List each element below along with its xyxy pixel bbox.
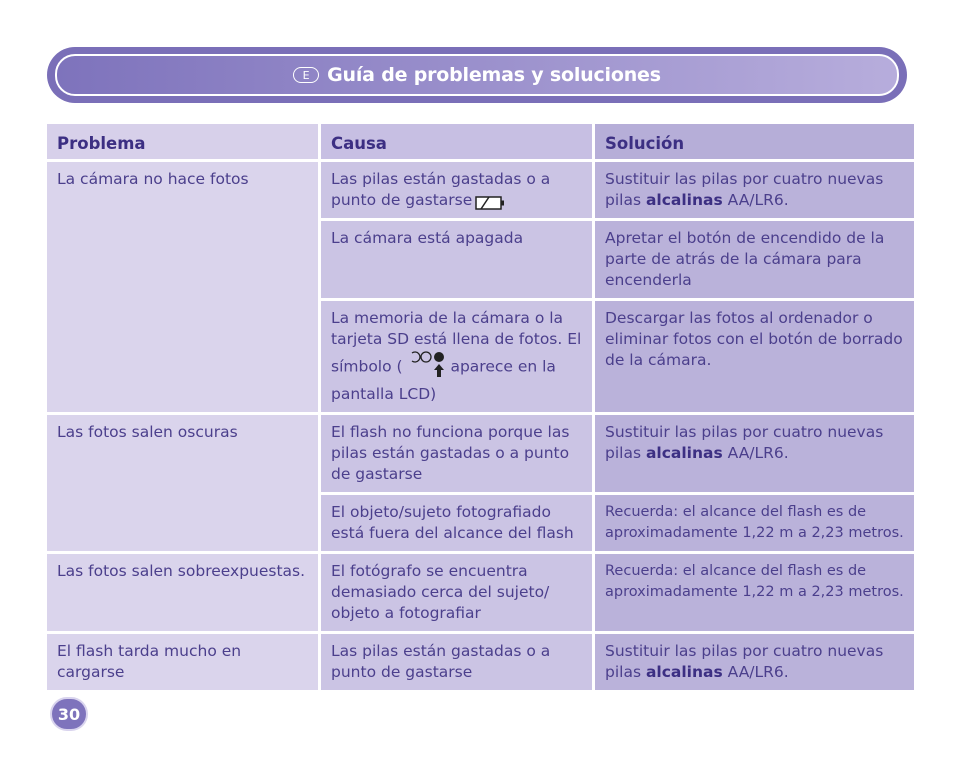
- solution-cell: Recuerda: el alcance del flash es de aproximadamente 1,22 m a 2,23 metros.: [595, 554, 914, 631]
- problem-cell: La cámara no hace fotos: [47, 162, 318, 412]
- problem-cell: Las fotos salen oscuras: [47, 415, 318, 551]
- cause-cell: [321, 301, 592, 412]
- table-header-row: [47, 124, 914, 159]
- solution-bold: alcalinas: [645, 663, 723, 681]
- solution-text: AA/LR6.: [722, 191, 789, 209]
- solution-text: Sustituir las pilas por cuatro nuevas pilas: [605, 170, 884, 209]
- solution-cell: Apretar el botón de encendido de la parte de atrás de la cámara para encenderla: [595, 221, 914, 298]
- solution-text: Sustituir las pilas por cuatro nuevas pilas: [605, 423, 884, 462]
- solution-cell: [595, 634, 914, 690]
- solution-cell: [595, 162, 914, 218]
- cause-text: La memoria de la cámara o la tarjeta SD está llena de fotos. El símbolo (: [331, 309, 582, 376]
- table-row: [47, 415, 914, 492]
- page-title: Guía de problemas y soluciones: [327, 64, 661, 86]
- header-problema: Problema: [47, 124, 318, 159]
- problem-cell: Las fotos salen sobreexpuestas.: [47, 554, 318, 631]
- cause-text: Las pilas están gastadas o a punto de gastarse: [331, 170, 551, 209]
- cause-cell: La cámara está apagada: [321, 221, 592, 298]
- solution-cell: [595, 415, 914, 492]
- cause-text: aparece en la pantalla LCD): [331, 357, 556, 403]
- solution-text: AA/LR6.: [722, 444, 789, 462]
- solution-text: Sustituir las pilas por cuatro nuevas pilas: [605, 642, 884, 681]
- language-badge: E: [293, 67, 319, 83]
- table-row: [47, 554, 914, 631]
- cause-cell: El flash no funciona porque las pilas están gastadas o a punto de gastarse: [321, 415, 592, 492]
- cause-cell: El objeto/sujeto fotografiado está fuera del alcance del flash: [321, 495, 592, 551]
- header-solucion: Solución: [595, 124, 914, 159]
- page-number: 30: [50, 697, 88, 731]
- troubleshooting-table: [44, 121, 917, 693]
- memory-full-icon: [408, 350, 446, 384]
- table-row: [47, 634, 914, 690]
- problem-cell: El flash tarda mucho en cargarse: [47, 634, 318, 690]
- solution-bold: alcalinas: [645, 191, 723, 209]
- table-row: [47, 162, 914, 218]
- solution-text: AA/LR6.: [722, 663, 789, 681]
- header-causa: Causa: [321, 124, 592, 159]
- low-battery-icon: [475, 195, 503, 207]
- cause-cell: Las pilas están gastadas o a punto de gastarse: [321, 634, 592, 690]
- cause-cell: El fotógrafo se encuentra demasiado cerca del sujeto/ objeto a fotografiar: [321, 554, 592, 631]
- header-banner-inner: [55, 54, 899, 96]
- solution-cell: Descargar las fotos al ordenador o eliminar fotos con el botón de borrado de la cámara.: [595, 301, 914, 412]
- cause-cell: [321, 162, 592, 218]
- header-banner: [47, 47, 907, 103]
- solution-bold: alcalinas: [645, 444, 723, 462]
- solution-cell: Recuerda: el alcance del flash es de aproximadamente 1,22 m a 2,23 metros.: [595, 495, 914, 551]
